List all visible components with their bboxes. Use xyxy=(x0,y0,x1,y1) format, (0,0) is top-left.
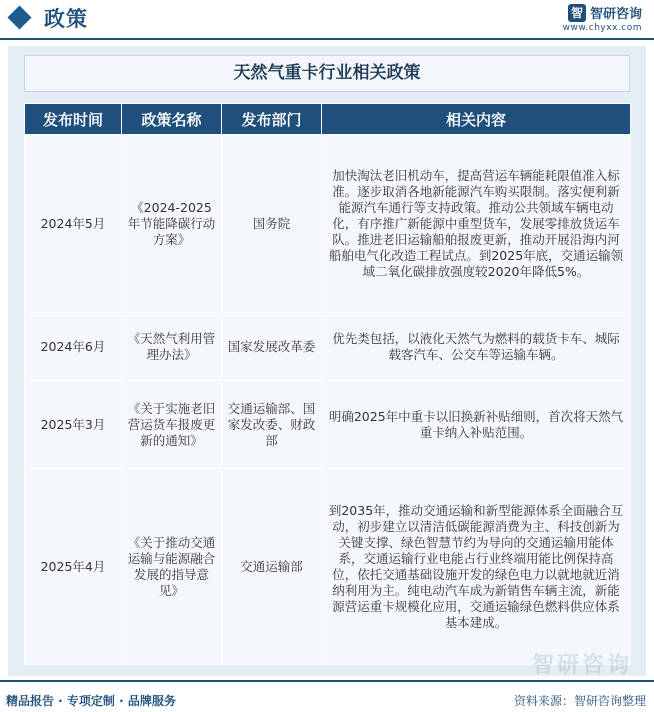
watermark: 智研咨询 xyxy=(531,653,632,678)
cell-content: 明确2025年中重卡以旧换新补贴细则，首次将天然气重卡纳入补贴范围。 xyxy=(322,381,631,469)
cell-date: 2024年5月 xyxy=(25,135,122,313)
source-note: 资料来源：智研咨询整理 xyxy=(513,694,646,708)
cell-content: 优先类包括，以液化天然气为燃料的载货卡车、城际载客汽车、公交车等运输车辆。 xyxy=(322,313,631,381)
cell-dept: 交通运输部 xyxy=(222,469,322,665)
column-header-date: 发布时间 xyxy=(25,104,122,135)
brand-logo-icon: 智 xyxy=(568,4,586,22)
page-footer xyxy=(0,680,654,712)
content-panel xyxy=(8,46,646,676)
cell-date: 2025年3月 xyxy=(25,381,122,469)
header-divider xyxy=(0,38,654,40)
table-header-row xyxy=(25,104,631,135)
footer-tagline: 精品报告 · 专项定制 · 品牌服务 xyxy=(6,694,176,708)
policy-table xyxy=(24,103,631,665)
cell-dept: 国务院 xyxy=(222,135,322,313)
cell-policy-name: 《关于推动交通运输与能源融合发展的指导意见》 xyxy=(122,469,222,665)
brand-url: www.chyxx.com xyxy=(562,23,642,33)
brand xyxy=(563,3,642,33)
cell-date: 2024年6月 xyxy=(25,313,122,381)
cell-policy-name: 《天然气利用管理办法》 xyxy=(122,313,222,381)
footer-divider xyxy=(0,680,654,682)
cell-dept: 国家发展改革委 xyxy=(222,313,322,381)
table-row xyxy=(25,313,631,381)
cell-policy-name: 《2024-2025年节能降碳行动方案》 xyxy=(122,135,222,313)
table-title: 天然气重卡行业相关政策 xyxy=(24,55,630,92)
column-header-content: 相关内容 xyxy=(322,104,631,135)
table-row xyxy=(25,469,631,665)
column-header-name: 政策名称 xyxy=(122,104,222,135)
column-header-dept: 发布部门 xyxy=(222,104,322,135)
table-row xyxy=(25,135,631,313)
cell-dept: 交通运输部、国家发改委、财政部 xyxy=(222,381,322,469)
cell-date: 2025年4月 xyxy=(25,469,122,665)
section-title: 政策 xyxy=(44,6,88,31)
cell-content: 加快淘汰老旧机动车，提高营运车辆能耗限值准入标准。逐步取消各地新能源汽车购买限制。落实便利新能源汽车通行等支持政策。推动公共领域车辆电动化，有序推广新能源中重型货车，发展零排放货运车队。推进老旧运输船舶报废更新，推动开展沿海内河船舶电气化改造工程试点。到2025年底，交通运输领域二氧化碳排放强度较2020年降低5%。 xyxy=(322,135,631,313)
page-header xyxy=(0,0,654,40)
cell-content: 到2035年，推动交通运输和新型能源体系全面融合互动，初步建立以清洁低碳能源消费为主、科技创新为关键支撑、绿色智慧节约为导向的交通运输用能体系，交通运输行业电能占行业终端用能比例保持高位，依托交通基础设施开发的绿色电力以就地就近消纳利用为主。纯电动汽车成为新销售车辆主流，新能源营运重卡规模化应用，交通运输绿色燃料供应体系基本建成。 xyxy=(322,469,631,665)
table-row xyxy=(25,381,631,469)
section-diamond-icon xyxy=(7,5,31,29)
brand-name: 智研咨询 xyxy=(589,7,642,22)
cell-policy-name: 《关于实施老旧营运货车报废更新的通知》 xyxy=(122,381,222,469)
